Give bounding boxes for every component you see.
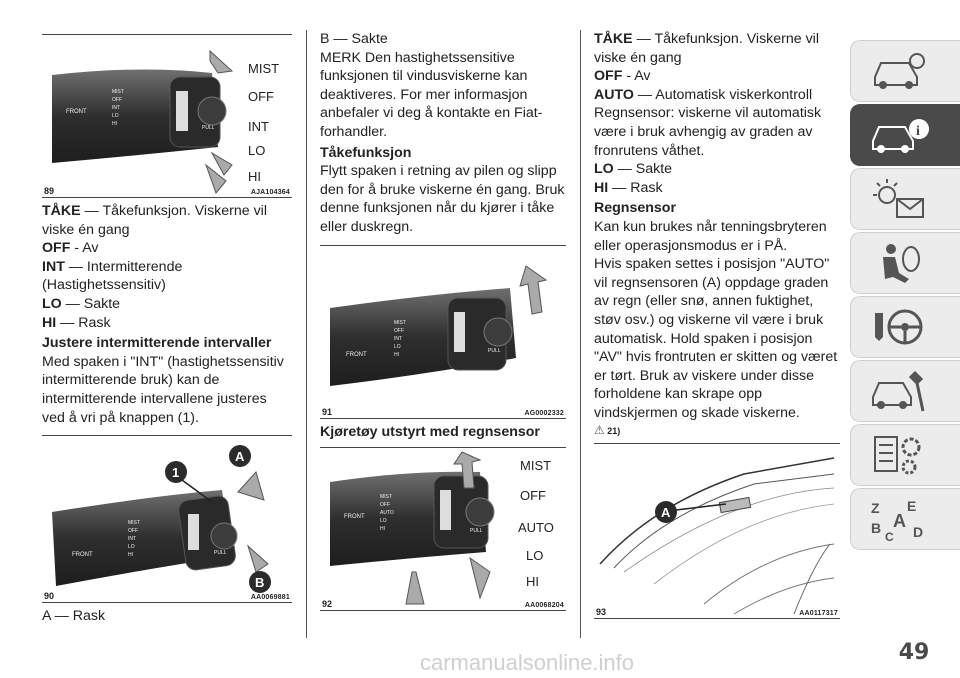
svg-text:PULL: PULL: [488, 347, 501, 354]
watermark: carmanualsonline.info: [420, 650, 635, 675]
figure-number: 91: [322, 406, 333, 417]
svg-text:INT: INT: [394, 335, 403, 342]
figure-code: AJA104364: [250, 189, 290, 196]
body-paragraph: Med spaken i "INT" (hastighetssensitiv intermitterende bruk) kan de intermitterende intervallene justeres ved å vri på knappen (1).: [42, 353, 284, 426]
car-dashboard-icon: [869, 47, 929, 95]
figure-code: AA0117317: [799, 610, 838, 618]
svg-text:B: B: [255, 575, 265, 591]
svg-text:OFF: OFF: [128, 528, 138, 535]
svg-text:Z: Z: [871, 500, 880, 516]
wiper-stalk-illustration: [42, 35, 292, 197]
sidebar-tab-info[interactable]: [850, 104, 960, 166]
body-paragraph: Kan kun brukes når tenningsbryteren eller operasjonsmodus er i PÅ.: [594, 218, 827, 254]
figure-90: [42, 435, 292, 603]
figure-code: AA0068204: [524, 602, 564, 610]
figure-89: [42, 34, 292, 198]
label-mist: MIST: [248, 61, 280, 76]
body-paragraph: Flytt spaken i retning av pilen og slipp den for å bruke viskerne én gang. Bruk denne funksjonen når du kjører i tåke eller duskregn.: [320, 163, 565, 235]
settings-specs-icon: [869, 431, 929, 479]
svg-text:LO: LO: [394, 343, 401, 350]
auto-description: Regnsensor: viskerne vil automatisk være i bruk avhengig av graden av fronrutens våthet.: [594, 105, 822, 159]
svg-text:AUTO: AUTO: [380, 510, 394, 517]
figure-code: AA0069881: [250, 594, 290, 602]
svg-text:FRONT: FRONT: [344, 514, 365, 521]
stalk-lo-text: LO: [112, 113, 119, 119]
svg-text:MIST: MIST: [380, 494, 392, 501]
label-off: OFF: [520, 488, 546, 504]
body-paragraph: Hvis spaken settes i posisjon "AUTO" vil regnsensoren (A) oppdage graden av regn (eller snø, annen fuktighet, støv osv.) og viskerne vil være i bruk automatisk. Hold spaken i posisjon "AV" hvis frontruten er skitten og været er tørt. Bruk av viskere under disse forholdene kan skrape opp vindskjermen og skade viskerne.: [594, 256, 838, 421]
mode-auto: AUTO — Automatisk viskerkontroll: [594, 86, 813, 103]
svg-text:FRONT: FRONT: [72, 552, 93, 559]
label-off: OFF: [248, 89, 274, 104]
mode-lo: LO — Sakte: [42, 295, 121, 312]
figure-number: 89: [44, 186, 55, 196]
label-auto: AUTO: [518, 520, 554, 536]
sidebar-tab-warnings[interactable]: [850, 168, 960, 230]
svg-text:MIST: MIST: [128, 520, 140, 527]
svg-text:OFF: OFF: [380, 502, 390, 509]
svg-text:FRONT: FRONT: [346, 351, 367, 358]
svg-text:D: D: [913, 524, 924, 540]
figure-code: AG0002332: [524, 409, 564, 417]
up-arrow-icon: [520, 266, 546, 314]
svg-text:OFF: OFF: [394, 327, 404, 334]
svg-text:PULL: PULL: [214, 550, 227, 557]
page-number: 49: [898, 640, 930, 665]
stalk-int-text: INT: [112, 105, 121, 111]
svg-text:INT: INT: [128, 536, 137, 543]
windshield-rain-sensor-illustration: [594, 444, 840, 618]
svg-text:LO: LO: [380, 518, 387, 525]
svg-text:i: i: [916, 124, 920, 139]
svg-text:HI: HI: [380, 526, 385, 533]
key-steering-wheel-icon: [869, 303, 929, 351]
stalk-hi-text: HI: [112, 121, 117, 127]
alphabetical-index-icon: [869, 495, 929, 543]
caption-a: A — Rask: [42, 608, 106, 625]
label-lo: LO: [526, 548, 544, 564]
svg-text:1: 1: [172, 465, 180, 481]
wiper-stalk-mist-illustration: [320, 246, 566, 418]
car-wrench-icon: [869, 367, 929, 415]
svg-text:C: C: [885, 530, 894, 543]
stalk-front-text: FRONT: [66, 109, 87, 115]
svg-text:A: A: [235, 449, 245, 465]
stalk-pull-text: PULL: [202, 125, 215, 131]
column-3: [594, 30, 840, 619]
sidebar-tab-specifications[interactable]: [850, 424, 960, 486]
mist-arrow-icon: [210, 51, 232, 73]
svg-text:MIST: MIST: [394, 319, 406, 326]
stalk-off-text: OFF: [112, 97, 122, 103]
mode-off: OFF - Av: [42, 240, 99, 257]
mode-tåke: TÅKE — Tåkefunksjon. Viskerne vil viske én gang: [42, 203, 267, 238]
stalk-mist-text: MIST: [112, 89, 124, 95]
caption-b: B — Sakte: [320, 31, 388, 47]
sidebar-tab-emergency[interactable]: [850, 360, 960, 422]
figure-number: 93: [596, 607, 607, 618]
svg-text:PULL: PULL: [470, 528, 483, 535]
car-info-icon: [869, 111, 929, 159]
label-hi: HI: [248, 169, 261, 184]
fast-arrow-icon: [238, 472, 264, 500]
hi-arrow-icon: [470, 558, 490, 598]
warning-triangle-icon: ⚠: [594, 423, 605, 438]
section-heading: Kjøretøy utstyrt med regnsensor: [320, 423, 540, 440]
label-lo: LO: [248, 143, 266, 158]
svg-text:HI: HI: [394, 351, 399, 358]
mode-off: OFF - Av: [594, 68, 651, 85]
figure-92: [320, 447, 566, 611]
note-paragraph: MERK Den hastighetssensitive funksjonen til vindusviskerne kan deaktiveres. For mer informasjon anbefaler vi deg å kontakte en Fiat-forhandler.: [320, 49, 543, 140]
slow-arrow-icon: [248, 546, 268, 572]
section-heading: Regnsensor: [594, 200, 676, 217]
warning-reference: ⚠ 21): [594, 423, 621, 438]
label-mist: MIST: [520, 458, 552, 474]
label-hi: HI: [526, 574, 539, 590]
mode-lo: LO — Sakte: [594, 161, 673, 178]
figure-number: 90: [44, 591, 55, 602]
wiper-stalk-callout-illustration: [42, 436, 292, 602]
section-heading: Justere intermitterende intervaller: [42, 335, 272, 352]
figure-93: [594, 443, 840, 619]
svg-text:A: A: [893, 511, 906, 531]
mode-hi: HI — Rask: [594, 179, 663, 196]
warning-light-message-icon: [869, 175, 929, 223]
sidebar-tab-safety[interactable]: [850, 232, 960, 294]
column-1: [42, 30, 292, 626]
lo-arrow-icon: [406, 572, 424, 604]
mode-int: INT — Intermitterende (Hastighetssensitiv): [42, 258, 183, 294]
column-divider: [306, 30, 307, 638]
wiper-stalk-auto-illustration: [320, 448, 566, 610]
figure-number: 92: [322, 599, 333, 610]
section-heading: Tåkefunksjon: [320, 144, 412, 161]
column-2: [320, 30, 566, 611]
svg-text:E: E: [907, 498, 917, 514]
sidebar-tab-dashboard[interactable]: [850, 40, 960, 102]
seat-airbag-icon: [869, 239, 929, 287]
mode-tåke: TÅKE — Tåkefunksjon. Viskerne vil viske én gang: [594, 31, 819, 66]
label-int: INT: [248, 119, 269, 134]
sidebar-tab-starting[interactable]: [850, 296, 960, 358]
sidebar-tab-index[interactable]: [850, 488, 960, 550]
figure-91: [320, 245, 566, 419]
svg-text:A: A: [661, 505, 671, 521]
svg-text:HI: HI: [128, 552, 133, 559]
svg-text:B: B: [871, 520, 882, 536]
svg-text:LO: LO: [128, 544, 135, 551]
column-divider: [580, 30, 581, 638]
mode-hi: HI — Rask: [42, 314, 111, 331]
